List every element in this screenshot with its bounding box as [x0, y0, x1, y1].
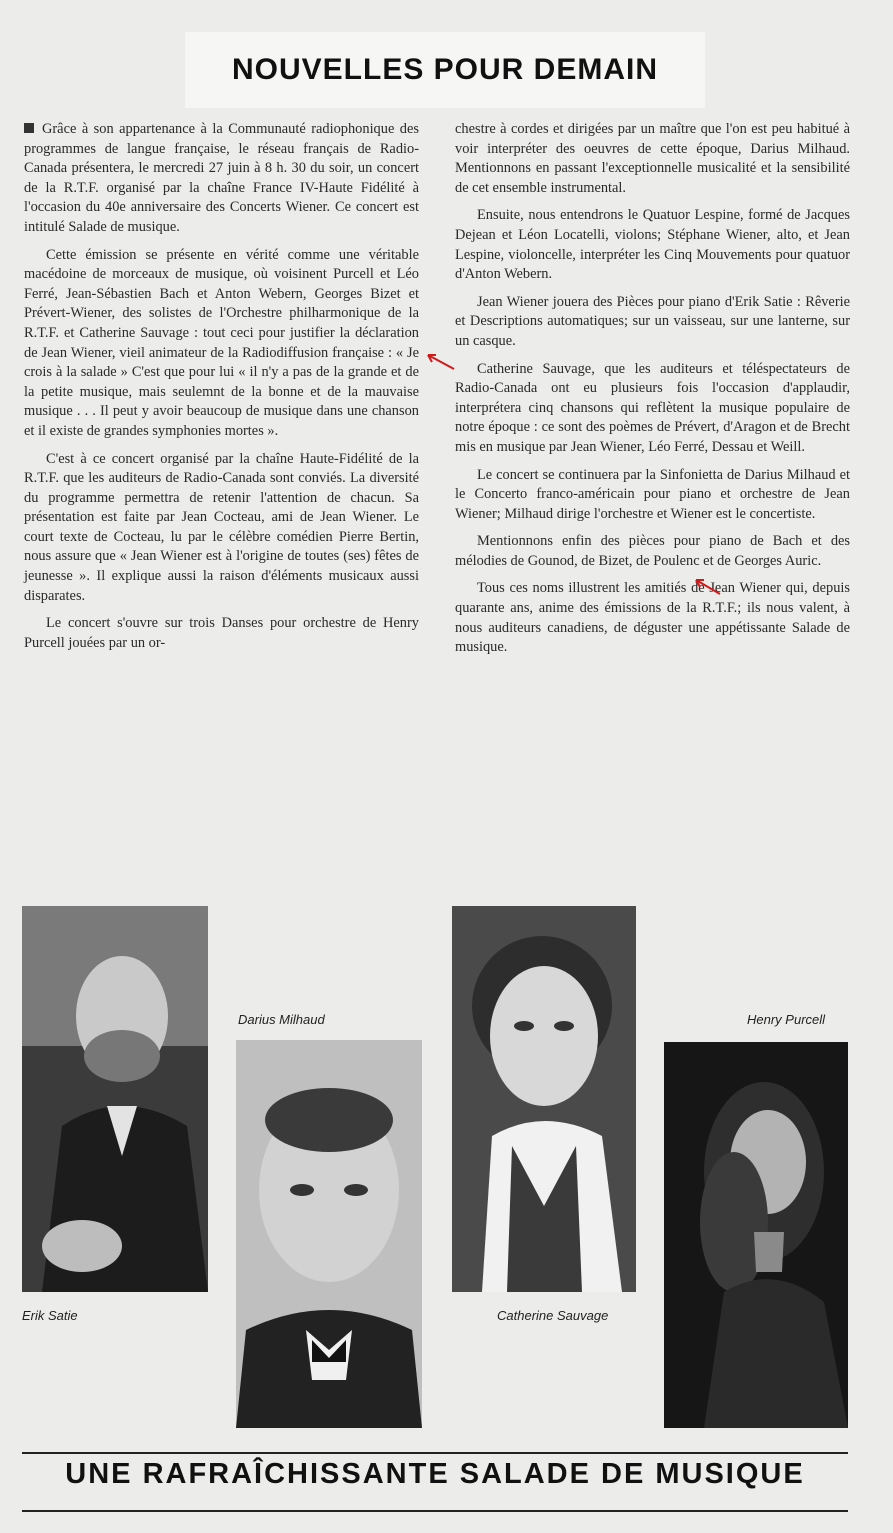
photo-erik-satie [22, 906, 208, 1292]
article-column-left [24, 120, 419, 661]
article-paragraph: chestre à cordes et dirigées par un maître que l'on est peu habitué à voir interpréter des oeuvres de cette époque, Darius Milhaud. Mentionnons en passant l'exceptionnelle musicalité et la sensibilité de cet ensemble instrumental. [455, 121, 850, 196]
footer-title: UNE RAFRAÎCHISSANTE SALADE DE MUSIQUE [65, 1458, 805, 1490]
portrait-icon [452, 906, 636, 1292]
photo-darius-milhaud [236, 1040, 422, 1428]
annotation-arrow-icon [424, 350, 456, 372]
photo-caption: Darius Milhaud [238, 1012, 325, 1027]
divider-rule [22, 1452, 848, 1454]
article-paragraph: Le concert s'ouvre sur trois Danses pour orchestre de Henry Purcell jouées par un or- [24, 615, 419, 651]
photo-caption: Henry Purcell [747, 1012, 826, 1027]
article-paragraph: Catherine Sauvage, que les auditeurs et téléspectateurs de Radio-Canada ont eu plusieurs fois l'occasion d'applaudir, interprétera cinq chansons qui reflètent la musique populaire de notre époque : ce sont des poèmes de Prévert, d'Aragon et de Brecht mis en musique par Jean Wiener, Léo Ferré, Dessau et Weill. [455, 360, 850, 455]
photo-caption: Catherine Sauvage [497, 1308, 609, 1323]
article-paragraph: Le concert se continuera par la Sinfonietta de Darius Milhaud et le Concerto franco-américain pour piano et orchestre de Jean Wiener; Milhaud dirige l'orchestre et Wiener est le concertiste. [455, 466, 850, 522]
headline-box [185, 32, 705, 108]
photo-henry-purcell [664, 1042, 848, 1428]
photo-caption: Erik Satie [22, 1308, 78, 1323]
square-bullet-icon [24, 123, 34, 133]
article-paragraph: Jean Wiener jouera des Pièces pour piano d'Erik Satie : Rêverie et Descriptions automatiques; sur un vaisseau, sur une lanterne, sur un casque. [455, 293, 850, 349]
annotation-arrow-icon [692, 575, 724, 597]
page-title: NOUVELLES POUR DEMAIN [231, 53, 659, 86]
portrait-icon [664, 1042, 848, 1428]
article-paragraph: Cette émission se présente en vérité comme une véritable macédoine de morceaux de musique, où voisinent Purcell et Léo Ferré, Jean-Sébastien Bach et Anton Webern, Georges Bizet et Prévert-Wiener, des solistes de l'Orchestre philharmonique de la R.T.F. et Catherine Sauvage : tout ceci pour justifier la déclaration de Jean Wiener, vieil animateur de la Radiodiffusion française : « Je crois à la salade » C'est que pour lui « il n'y a pas de la grande et de la petite musique, mais seulemnt de la bonne et de la mauvaise musique . . . Il peut y avoir beaucoup de musique dans une chanson et il existe de grandes symphonies mortes ». [24, 246, 419, 439]
divider-rule [22, 1510, 848, 1512]
article-paragraph: C'est à ce concert organisé par la chaîne Haute-Fidélité de la R.T.F. que les auditeurs de Radio-Canada sont conviés. La diversité du programme permettra de retenir l'attention de chacun. Sa présentation est faite par Jean Cocteau, ami de Jean Wiener. Le court texte de Cocteau, lu par le célèbre comédien Pierre Bertin, nous assure que « Jean Wiener est à l'origine de toutes (ses) fêtes de jeunesse ». Il explique aussi la raison d'éléments musicaux aussi disparates. [24, 450, 419, 604]
article-paragraph: Tous ces noms illustrent les amitiés de Jean Wiener qui, depuis quarante ans, anime des émissions de la R.T.F.; ils nous valent, à nous auditeurs canadiens, de déguster une appétissante Salade de musique. [455, 580, 850, 656]
article-paragraph: Ensuite, nous entendrons le Quatuor Lespine, formé de Jacques Dejean et Léon Locatelli, violons; Stéphane Wiener, alto, et Jean Lespine, violoncelle, interpréter les Cinq Mouvements pour quatuor d'Anton Webern. [455, 207, 850, 283]
article-column-right [455, 120, 850, 666]
article-paragraph: Mentionnons enfin des pièces pour piano de Bach et des mélodies de Gounod, de Bizet, de Poulenc et de Georges Auric. [455, 533, 850, 569]
photo-catherine-sauvage [452, 906, 636, 1292]
article-paragraph: Grâce à son appartenance à la Communauté radiophonique des programmes de langue française, le réseau français de Radio-Canada présentera, le mercredi 27 juin à 8 h. 30 du soir, un concert de la R.T.F. organisé par la chaîne France IV-Haute Fidélité à l'occasion du 40e anniversaire des Concerts Wiener. Ce concert est intitulé Salade de musique. [24, 121, 419, 235]
portrait-icon [22, 906, 208, 1292]
portrait-icon [236, 1040, 422, 1428]
